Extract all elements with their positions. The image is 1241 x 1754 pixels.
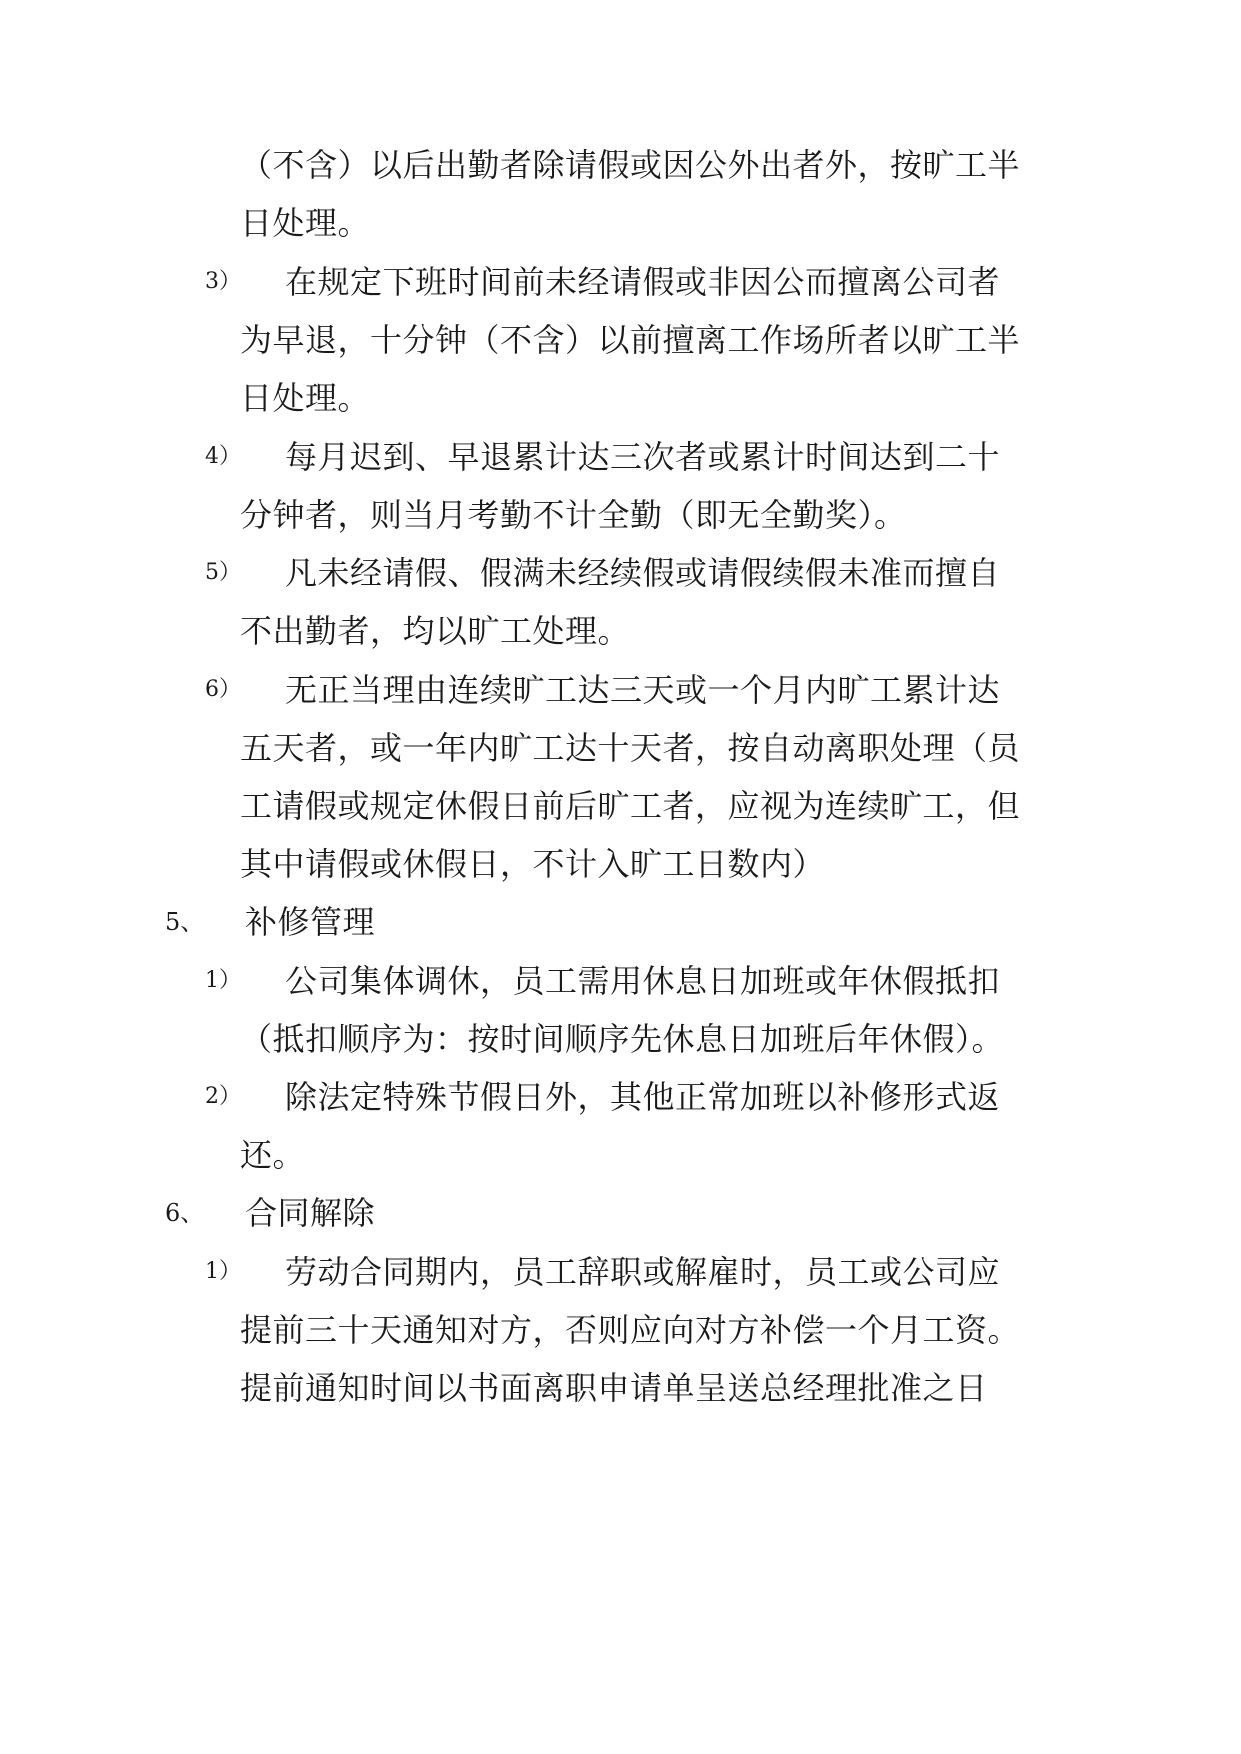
text-line: 提前三十天通知对方，否则应向对方补偿一个月工资。 bbox=[240, 1311, 1021, 1349]
text-line: 工请假或规定休假日前后旷工者，应视为连续旷工，但 bbox=[240, 787, 1021, 825]
text-line: 每月迟到、早退累计达三次者或累计时间达到二十 bbox=[285, 438, 1001, 476]
section-heading: 合同解除 bbox=[245, 1194, 376, 1232]
section-number: 6、 bbox=[165, 1199, 205, 1227]
text-line: 为早退，十分钟（不含）以前擅离工作场所者以旷工半 bbox=[240, 321, 1021, 359]
item-number: 1） bbox=[205, 1259, 241, 1284]
text-line: 劳动合同期内，员工辞职或解雇时，员工或公司应 bbox=[285, 1253, 1001, 1291]
section-number: 5、 bbox=[165, 908, 205, 936]
text-line: 除法定特殊节假日外，其他正常加班以补修形式返 bbox=[285, 1078, 1001, 1116]
text-line: 在规定下班时间前未经请假或非因公而擅离公司者 bbox=[285, 263, 1001, 301]
text-line: 五天者，或一年内旷工达十天者，按自动离职处理（员 bbox=[240, 729, 1021, 767]
text-line: 日处理。 bbox=[240, 204, 371, 242]
text-line: 不出勤者，均以旷工处理。 bbox=[240, 612, 631, 650]
item-number: 4） bbox=[205, 444, 241, 469]
item-number: 2） bbox=[205, 1084, 241, 1109]
section-heading: 补修管理 bbox=[245, 903, 376, 941]
text-line: 无正当理由连续旷工达三天或一个月内旷工累计达 bbox=[285, 671, 1001, 709]
text-line: （抵扣顺序为：按时间顺序先休息日加班后年休假）。 bbox=[240, 1020, 1005, 1058]
text-line: 其中请假或休假日，不计入旷工日数内） bbox=[240, 845, 826, 883]
text-line: （不含）以后出勤者除请假或因公外出者外，按旷工半 bbox=[240, 146, 1021, 184]
text-line: 凡未经请假、假满未经续假或请假续假未准而擅自 bbox=[285, 554, 1001, 592]
text-line: 日处理。 bbox=[240, 379, 371, 417]
item-number: 5） bbox=[205, 560, 241, 585]
text-line: 提前通知时间以书面离职申请单呈送总经理批准之日 bbox=[240, 1369, 988, 1407]
text-line: 还。 bbox=[240, 1136, 306, 1174]
text-line: 分钟者，则当月考勤不计全勤（即无全勤奖）。 bbox=[240, 496, 907, 534]
text-line: 公司集体调休，员工需用休息日加班或年休假抵扣 bbox=[285, 962, 1001, 1000]
item-number: 3） bbox=[205, 269, 241, 294]
item-number: 6） bbox=[205, 677, 241, 702]
item-number: 1） bbox=[205, 968, 241, 993]
